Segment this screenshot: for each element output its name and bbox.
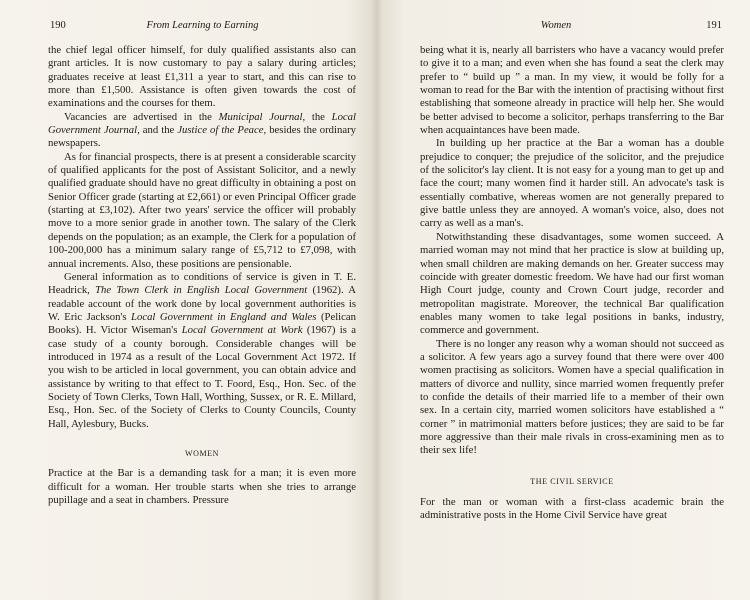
paragraph: In building up her practice at the Bar a woman has a double prejudice to conquer; the prejudice of the solicitor, and the prejudice of the solicitor's lay client. It is not easy for a young man to get up and face the court; many women find it harder still. An advocate's task is essentially combative, whereas women are not generally prepared to give battle unless they are annoyed. A woman's voice, also, does not carry as well as a man's. [420,137,724,230]
paragraph: There is no longer any reason why a woman should not succeed as a solicitor. A few years ago a survey found that there were over 400 women practising as solicitors. Women have a special qualification in matters of divorce and nullity, since married women frequently prefer to confide the details of their married life to a member of their own sex. In a certain city, married women solicitors have established a “ corner ” in matrimonial matters before justices; they are said to be far more aggressive than their male rivals in cross-examining men as to their sex life! [420,337,724,457]
right-running-title: Women [540,20,572,31]
right-page-number: 191 [706,20,722,31]
right-page-text [420,44,724,523]
left-page-number: 190 [50,20,66,31]
section-heading-women: WOMEN [184,448,220,458]
left-page-text [48,44,356,507]
section-heading-civil-service: THE CIVIL SERVICE [530,476,614,486]
left-page [0,0,372,600]
paragraph: Vacancies are advertised in the Municipal Journal, the Local Government Journal, and the Justice of the Peace, besides the ordinary newspapers. [48,110,356,150]
paragraph: For the man or woman with a first-class academic brain the administrative posts in the Home Civil Service have great [420,496,724,522]
paragraph: Practice at the Bar is a demanding task for a man; it is even more difficult for a woman. Her trouble starts when she tries to arrange pupillage and a seat in chambers. Pressure [48,467,356,506]
paragraph: General information as to conditions of service is given in T. E. Headrick, The Town Clerk in English Local Government (1962). A readable account of the work done by local government authorities is W. Eric Jackson's Local Government in England and Wales (Pelican Books). H. Victor Wiseman's Local Government at Work (1967) is a case study of a county borough. Considerable changes will be introduced in 1974 as a result of the Local Government Act 1972. If you wish to be articled in local government, you can obtain advice and assistance by writing to that effect to T. Foord, Esq., Hon. Sec. of the Society of Town Clerks, Town Hall, Worthing, Sussex, or R. E. Millard, Esq., Hon. Sec. of the Society of Clerks to County Councils, County Hall, Aylesbury, Bucks. [48,270,357,430]
paragraph: being what it is, nearly all barristers who have a vacancy would prefer to give it to a man; and even when she has found a seat the clerk may prefer to “ build up ” a man. In my view, it would be folly for a woman to read for the Bar with the intention of practising without first establishing that someone already in practice will help her. She would be better advised to become a solicitor, perhaps transferring to the Bar when acquaintances have been made. [420,44,724,137]
left-running-head [50,19,355,33]
paragraph: the chief legal officer himself, for duly qualified assistants also can grant articles. It is now customary to pay a salary during articles; graduates receive at least £1,311 a year to start, and this can rise to more than £1,500. Assistance is often given towards the cost of examinations and the courses for them. [48,44,356,110]
paragraph: As for financial prospects, there is at present a considerable scarcity of qualified applicants for the post of Assistant Solicitor, and a newly qualified graduate should have no great difficulty in obtaining a post on Senior Officer grade (starting at £2,661) or even Principal Officer grade (starting at £3,102). After two years' service the officer will probably move to a more senior grade in another town. The salary of the Clerk depends on the population; as an example, the Clerk for a population of 100-200,000 has a minimum salary range of £5,712 to £7,098, with annual increments. Also, these positions are pensionable. [48,150,356,270]
left-running-title: From Learning to Earning [146,20,259,31]
right-page [380,0,750,600]
paragraph: Notwithstanding these disadvantages, some women succeed. A married woman may not mind that her practice is slow at building up, when small children are making demands on her. Greater success may coincide with greater domestic freedom. We have had our first woman High Court judge, county and Crown Court judge, recorder and metropolitan magistrate. Moreover, the technical Bar qualification enables many women to take legal positions in banks, industry, commerce and government. [420,230,724,337]
right-running-head [420,19,722,33]
